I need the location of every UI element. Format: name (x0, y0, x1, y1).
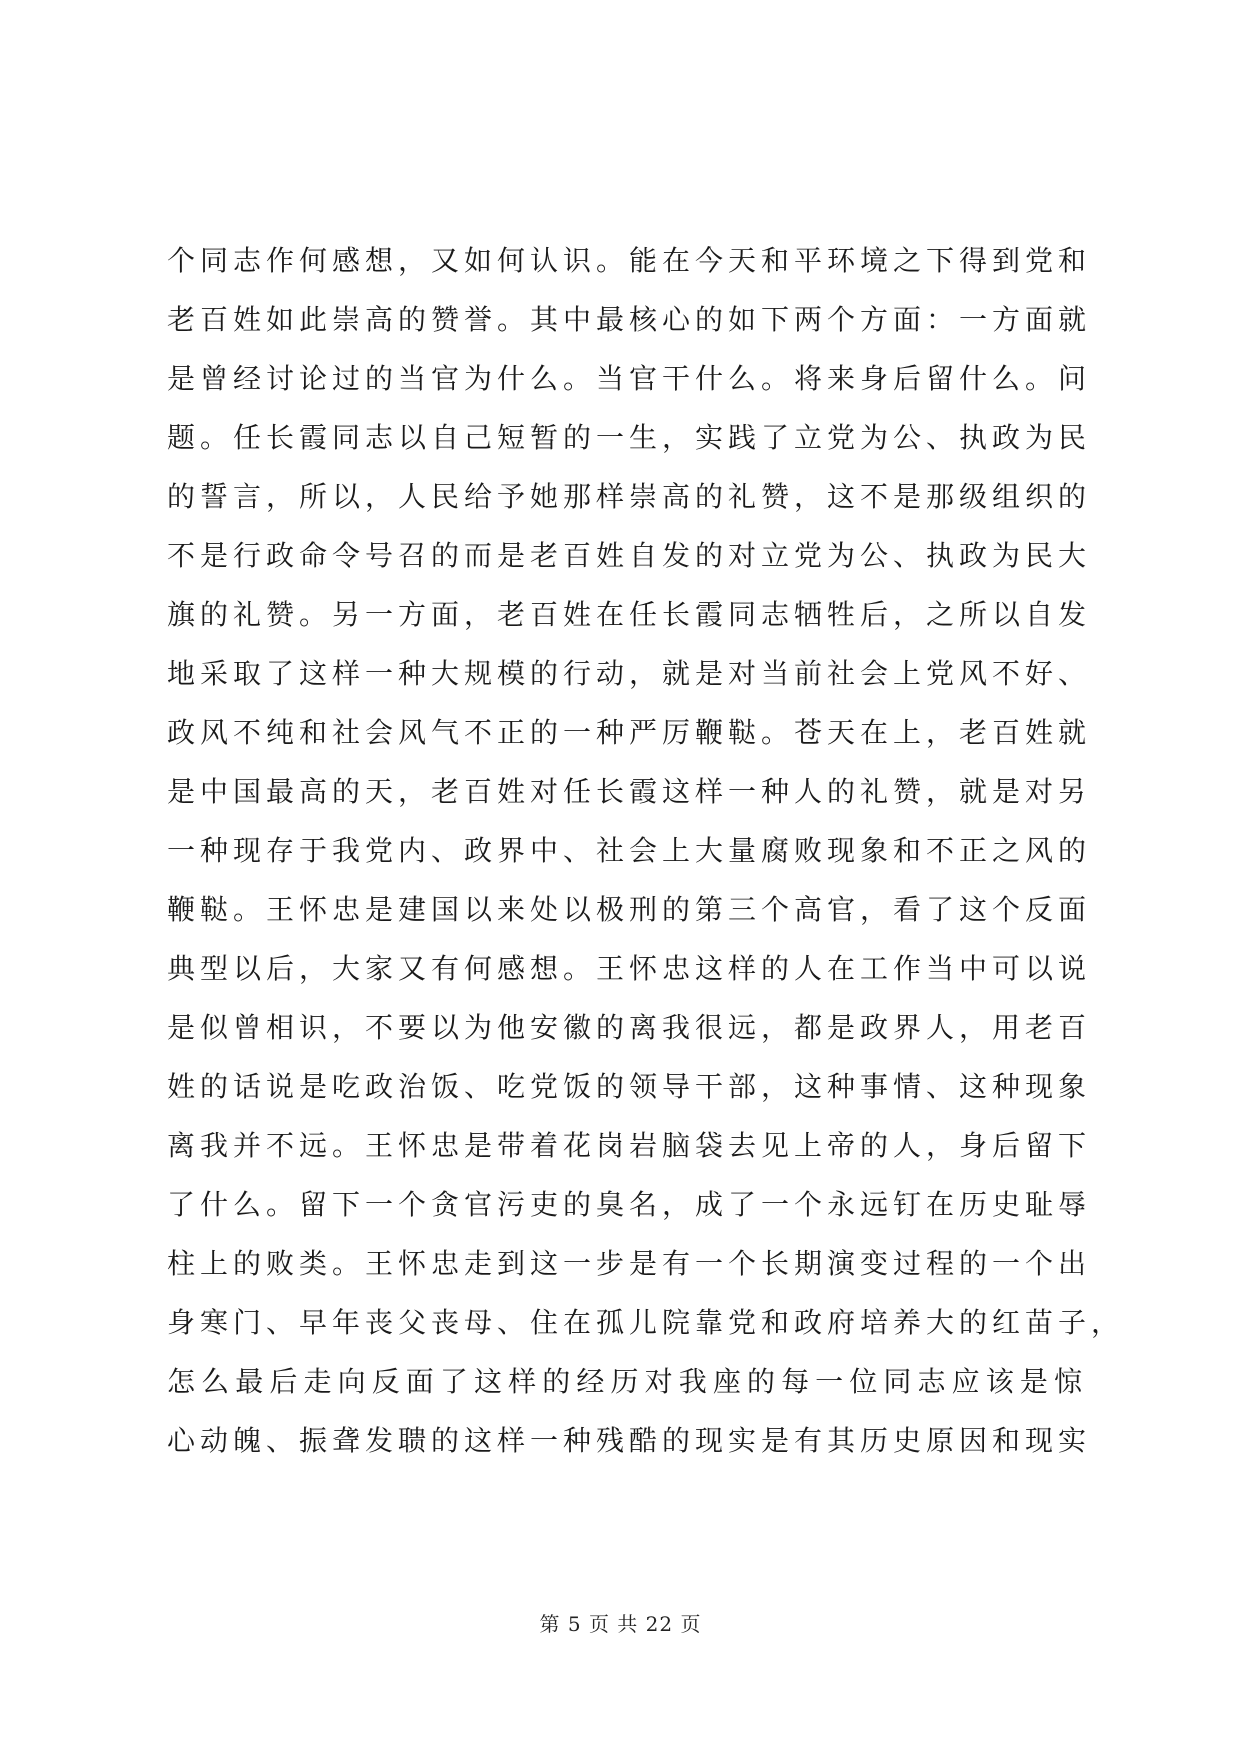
text-line: 一种现存于我党内、政界中、社会上大量腐败现象和不正之风的 (167, 834, 1092, 867)
text-line: 典型以后，大家又有何感想。王怀忠这样的人在工作当中可以说 (167, 952, 1092, 985)
text-line: 心动魄、振聋发聩的这样一种残酷的现实是有其历史原因和现实 (167, 1424, 1092, 1457)
page-number-footer: 第 5 页 共 22 页 (539, 1612, 702, 1636)
body-text (167, 231, 1125, 1470)
text-line: 是中国最高的天，老百姓对任长霞这样一种人的礼赞，就是对另 (167, 775, 1092, 808)
text-line: 姓的话说是吃政治饭、吃党饭的领导干部，这种事情、这种现象 (167, 1070, 1092, 1103)
text-line: 旗的礼赞。另一方面，老百姓在任长霞同志牺牲后，之所以自发 (167, 598, 1092, 631)
text-line: 柱上的败类。王怀忠走到这一步是有一个长期演变过程的一个出 (167, 1247, 1092, 1280)
text-line: 身寒门、早年丧父丧母、住在孤儿院靠党和政府培养大的红苗子， (167, 1306, 1125, 1339)
text-line: 不是行政命令号召的而是老百姓自发的对立党为公、执政为民大 (167, 539, 1092, 572)
text-line: 的誓言，所以，人民给予她那样崇高的礼赞，这不是那级组织的 (167, 480, 1092, 513)
text-line: 是似曾相识，不要以为他安徽的离我很远，都是政界人，用老百 (167, 1011, 1092, 1044)
text-line: 政风不纯和社会风气不正的一种严厉鞭鞑。苍天在上，老百姓就 (167, 716, 1092, 749)
text-line: 个同志作何感想，又如何认识。能在今天和平环境之下得到党和 (167, 244, 1092, 277)
text-line: 题。任长霞同志以自己短暂的一生，实践了立党为公、执政为民 (167, 421, 1092, 454)
text-line: 是曾经讨论过的当官为什么。当官干什么。将来身后留什么。问 (167, 362, 1092, 395)
text-line: 怎么最后走向反面了这样的经历对我座的每一位同志应该是惊 (167, 1365, 1087, 1398)
text-line: 鞭鞑。王怀忠是建国以来处以极刑的第三个高官，看了这个反面 (167, 893, 1092, 926)
text-line: 老百姓如此崇高的赞誉。其中最核心的如下两个方面：一方面就 (167, 303, 1092, 336)
text-line: 地采取了这样一种大规模的行动，就是对当前社会上党风不好、 (167, 657, 1092, 690)
text-line: 了什么。留下一个贪官污吏的臭名，成了一个永远钉在历史耻辱 (167, 1188, 1092, 1221)
text-line: 离我并不远。王怀忠是带着花岗岩脑袋去见上帝的人，身后留下 (167, 1129, 1092, 1162)
